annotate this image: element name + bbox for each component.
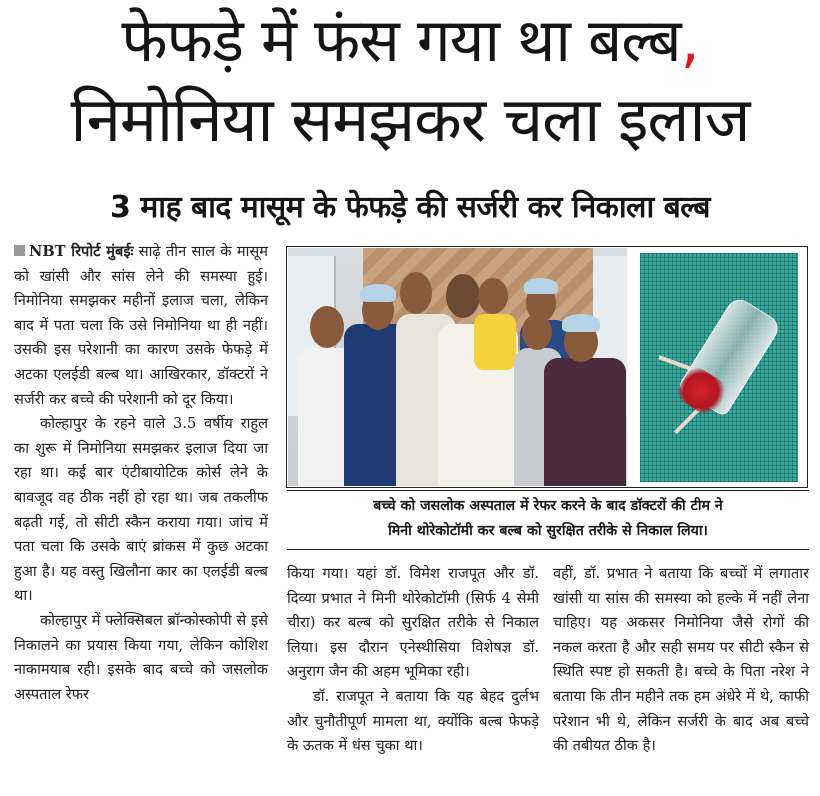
caption-line-1: बच्चे को जसलोक अस्पताल में रेफर करने के बाद डॉक्टरों की टीम ने <box>373 498 723 514</box>
child-yellow-shirt <box>474 314 516 370</box>
person-head <box>400 272 432 314</box>
paragraph: कोल्हापुर में फ्लेक्सिबल ब्रॉन्कोस्कोपी से इसे निकालने का प्रयास किया गया, लेकिन कोशिश नाकामयाब रही। इसके बाद बच्चे को जसलोक अस्पताल रेफर <box>14 611 268 703</box>
group-photo <box>288 248 627 486</box>
child-head <box>478 278 508 314</box>
caption-line-2: मिनी थोरेकोटॉमी कर बल्ब को सुरक्षित तरीके से निकाल लिया। <box>388 523 708 539</box>
photo-frame <box>286 246 808 488</box>
bulb-wire <box>658 355 691 370</box>
lead-paragraph <box>14 240 268 412</box>
caption-divider-top <box>287 490 809 491</box>
surgical-cap <box>524 278 558 294</box>
headline-comma: , <box>680 6 699 76</box>
surgical-cap <box>360 284 396 302</box>
byline-square-icon <box>14 245 25 256</box>
paragraph: कोल्हापुर के रहने वाले 3.5 वर्षीय राहुल का शुरू में निमोनिया समझकर इलाज दिया जा रहा था। कई बार एंटीबायोटिक कोर्स लेने के बावजूद वह ठीक नहीं हो रहा था। जब तकलीफ बढ़ती गई, तो सीटी स्कैन कराया गया। जांच में पता चला कि उसके बाएं ब्रांकस में कुछ अटका हुआ है। यह वस्तु खिलौना कार का एलईडी बल्ब था। <box>14 415 268 605</box>
paragraph: किया गया। यहां डॉ. विमेश राजपूत और डॉ. दिव्या प्रभात ने मिनी थोरेकोटॉमी (सिर्फ 4 सेमी चीरा) कर बल्ब को सुरक्षित तरीके से निकाल लिया। इस दौरान एनेस्थीसिया विशेषज्ञ डॉ. अनुराग जैन की अहम भूमिका रही। <box>287 565 539 681</box>
person-head <box>522 314 552 350</box>
article-column-2 <box>287 562 539 759</box>
headline-line-1 <box>0 2 820 80</box>
article-column-1 <box>14 240 268 707</box>
surgical-cap <box>562 314 600 332</box>
subheadline: 3 माह बाद मासूम के फेफड़े की सर्जरी कर निकाला बल्ब <box>110 190 710 225</box>
headline-text: फेफड़े में फंस गया था बल्ब <box>121 6 681 76</box>
byline: NBT रिपोर्ट मुंबईः <box>29 243 134 260</box>
person-head <box>446 274 480 318</box>
person-head <box>310 306 344 348</box>
caption-divider-bottom <box>287 549 809 550</box>
paragraph: डॉ. राजपूत ने बताया कि यह बेहद दुर्लभ और चुनौतीपूर्ण मामला था, क्योंकि बल्ब फेफड़े के ऊतक में धंस चुका था। <box>287 687 539 755</box>
person-doctor-maroon-scrubs <box>544 358 626 486</box>
article-column-3 <box>553 562 809 759</box>
headline-line-2: निमोनिया समझकर चला इलाज <box>70 83 750 156</box>
bulb-photo <box>640 253 798 482</box>
paragraph-text: साढ़े तीन साल के मासूम को खांसी और सांस लेने की समस्या हुई। निमोनिया समझकर महीनों इलाज चला, लेकिन बाद में पता चला कि उसे निमोनिया था ही नहीं। उसकी इस परेशानी का कारण उसके फेफड़े में अटका एलईडी बल्ब था। आखिरकार, डॉक्टरों ने सर्जरी कर बच्चे की परेशानी को दूर किया। <box>14 243 269 408</box>
paragraph: वहीं, डॉ. प्रभात ने बताया कि बच्चों में लगातार खांसी या सांस की समस्या को हल्के में नहीं लेना चाहिए। यह अकसर निमोनिया जैसे रोगों की नकल करता है और सही समय पर सीटी स्कैन से स्थिति स्पष्ट हो सकती है। बच्चे के पिता नरेश ने बताया कि तीन महीने तक हम अंधेरे में थे, काफी परेशान भी थे, लेकिन सर्जरी के बाद अब बच्चे की तबीयत ठीक है। <box>553 565 809 755</box>
photo-caption <box>287 494 809 544</box>
